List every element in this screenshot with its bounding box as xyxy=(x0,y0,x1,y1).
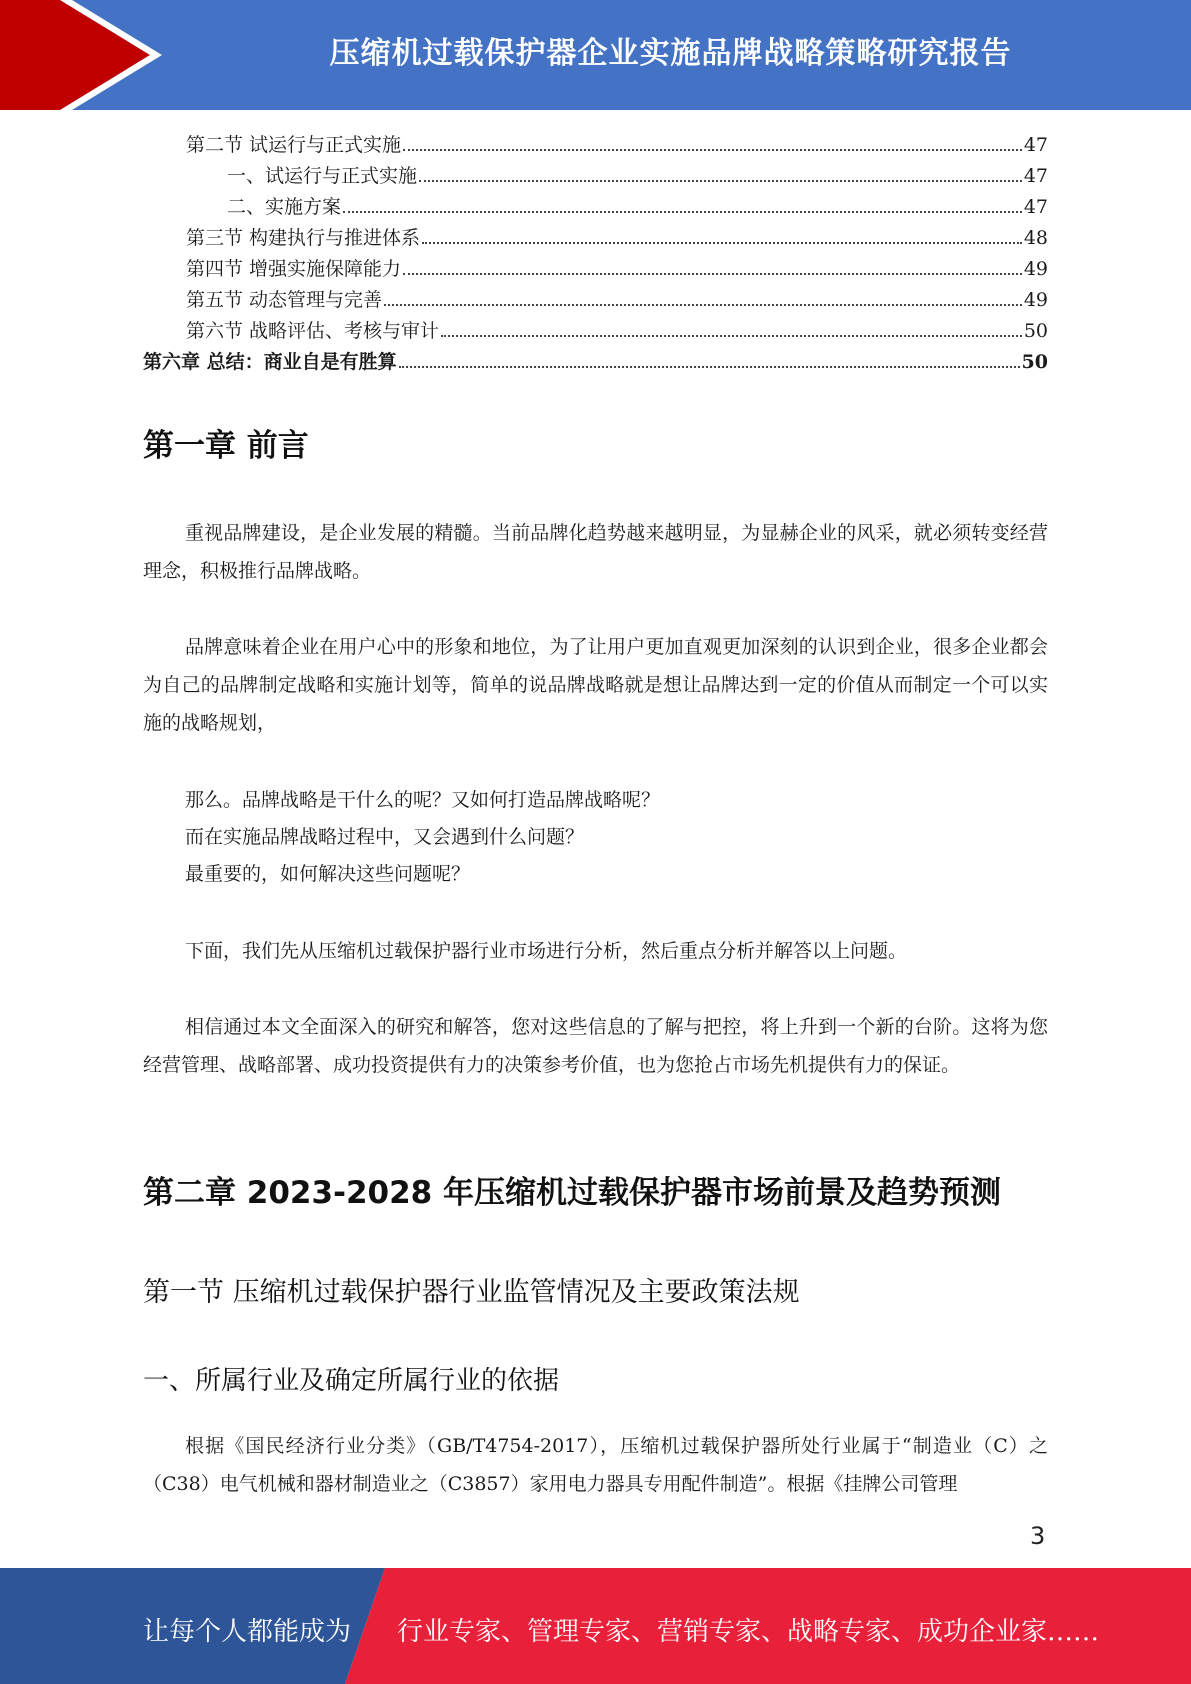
toc-entry[interactable] xyxy=(143,192,1048,223)
toc-entry-page: 47 xyxy=(1023,196,1048,218)
toc-entry-page: 47 xyxy=(1023,134,1048,156)
chapter-1-paragraph-2: 品牌意味着企业在用户心中的形象和地位，为了让用户更加直观更加深刻的认识到企业，很多企业都会为自己的品牌制定战略和实施计划等，简单的说品牌战略就是想让品牌达到一定的价值从而制定一个可以实施的战略规划， xyxy=(143,636,1048,734)
toc-entry-page: 47 xyxy=(1023,165,1048,187)
chapter-2-heading: 第二章 2023-2028 年压缩机过载保护器市场前景及趋势预测 xyxy=(143,1175,1002,1211)
page-footer xyxy=(0,1568,1191,1684)
chapter-1-paragraph-4: 相信通过本文全面深入的研究和解答，您对这些信息的了解与把控，将上升到一个新的台阶。这将为您经营管理、战略部署、成功投资提供有力的决策参考价值，也为您抢占市场先机提供有力的保证。 xyxy=(143,1016,1048,1076)
toc-entry-title: 第三节 构建执行与推进体系 xyxy=(186,227,421,249)
toc-entry-page: 50 xyxy=(1023,320,1048,342)
toc-entry-title: 二、实施方案 xyxy=(227,196,342,218)
toc-leader-dots xyxy=(343,210,1022,213)
page-number: 3 xyxy=(1030,1522,1046,1550)
toc-entry[interactable] xyxy=(143,316,1048,347)
toc-entry-title: 第六章 总结：商业自是有胜算 xyxy=(143,351,397,373)
toc-entry-page: 49 xyxy=(1023,289,1048,311)
toc-entry-title: 一、试运行与正式实施 xyxy=(227,165,418,187)
subsection-1-heading: 一、所属行业及确定所属行业的依据 xyxy=(143,1366,560,1396)
toc-leader-dots xyxy=(419,179,1022,182)
toc-entry[interactable] xyxy=(143,161,1048,192)
toc-entry-page: 50 xyxy=(1021,351,1048,373)
chapter-2-paragraph-1: 根据《国民经济行业分类》（GB/T4754-2017），压缩机过载保护器所处行业属于“制造业（C）之（C38）电气机械和器材制造业之（C3857）家用电力器具专用配件制造”。根据《挂牌公司管理 xyxy=(143,1435,1048,1495)
chapter-1-heading: 第一章 前言 xyxy=(143,428,309,464)
toc-leader-dots xyxy=(441,334,1022,337)
toc-entry[interactable] xyxy=(143,223,1048,254)
toc-entry-title: 第二节 试运行与正式实施 xyxy=(186,134,402,156)
chapter-1-paragraph-3: 下面，我们先从压缩机过载保护器行业市场进行分析，然后重点分析并解答以上问题。 xyxy=(185,940,908,962)
footer-slogan-left: 让每个人都能成为 xyxy=(143,1617,352,1647)
header-title: 压缩机过载保护器企业实施品牌战略策略研究报告 xyxy=(329,36,1012,71)
section-1-heading: 第一节 压缩机过载保护器行业监管情况及主要政策法规 xyxy=(143,1277,800,1308)
toc-entry-title: 第六节 战略评估、考核与审计 xyxy=(186,320,440,342)
chapter-1-paragraph-1: 重视品牌建设，是企业发展的精髓。当前品牌化趋势越来越明显，为显赫企业的风采，就必须转变经营理念，积极推行品牌战略。 xyxy=(143,522,1048,582)
toc-leader-dots xyxy=(399,365,1020,368)
toc-entry[interactable] xyxy=(143,130,1048,161)
toc-leader-dots xyxy=(403,272,1022,275)
toc-leader-dots xyxy=(422,241,1022,244)
toc-entry-page: 48 xyxy=(1023,227,1048,249)
footer-slogan-right: 行业专家、管理专家、营销专家、战略专家、成功企业家…… xyxy=(397,1617,1100,1647)
toc-entry-title: 第四节 增强实施保障能力 xyxy=(186,258,402,280)
chapter-1-question-3: 最重要的，如何解决这些问题呢？ xyxy=(185,863,471,885)
table-of-contents xyxy=(143,130,1048,378)
toc-leader-dots xyxy=(403,148,1022,151)
toc-leader-dots xyxy=(384,303,1022,306)
toc-entry-chapter[interactable] xyxy=(143,347,1048,378)
toc-entry[interactable] xyxy=(143,254,1048,285)
toc-entry-page: 49 xyxy=(1023,258,1048,280)
chapter-1-question-2: 而在实施品牌战略过程中，又会遇到什么问题？ xyxy=(185,826,585,848)
toc-entry-title: 第五节 动态管理与完善 xyxy=(186,289,383,311)
chapter-1-question-1: 那么。品牌战略是干什么的呢？又如何打造品牌战略呢？ xyxy=(185,789,661,811)
toc-entry[interactable] xyxy=(143,285,1048,316)
page-header xyxy=(0,0,1191,110)
